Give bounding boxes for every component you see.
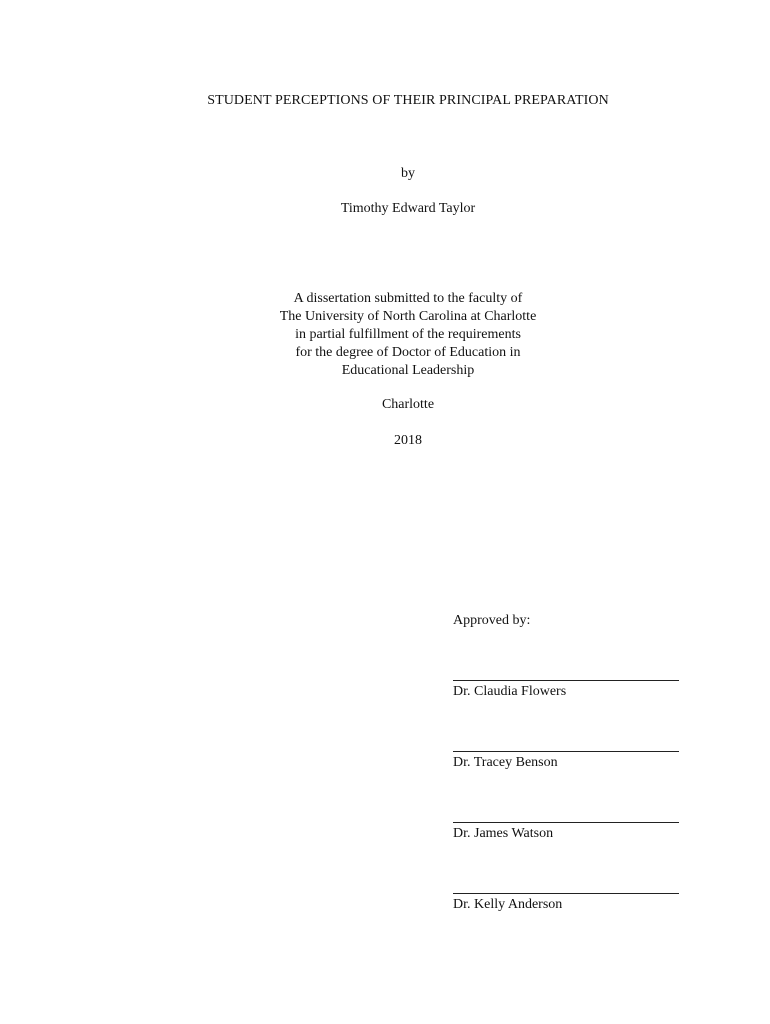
signatory-name: Dr. Claudia Flowers — [453, 684, 567, 699]
signatory-name: Dr. James Watson — [453, 826, 554, 841]
approved-by-label: Approved by: — [453, 613, 531, 628]
signature-block — [453, 680, 680, 701]
signature-line — [453, 680, 679, 681]
statement-line: The University of North Carolina at Charlotte — [279, 309, 537, 324]
approval-section — [453, 612, 680, 912]
submission-statement — [0, 290, 770, 380]
signature-block — [453, 751, 680, 772]
statement-line: in partial fulfillment of the requirements — [295, 327, 521, 342]
statement-line: A dissertation submitted to the faculty of — [293, 291, 523, 306]
author-name: Timothy Edward Taylor — [340, 201, 476, 216]
signature-line — [453, 751, 679, 752]
year: 2018 — [394, 433, 422, 448]
place: Charlotte — [381, 397, 435, 412]
signatory-name: Dr. Kelly Anderson — [453, 897, 563, 912]
by-line: by — [401, 166, 415, 181]
dissertation-title: STUDENT PERCEPTIONS OF THEIR PRINCIPAL PREPARATION — [207, 93, 609, 108]
statement-line: for the degree of Doctor of Education in — [295, 345, 521, 360]
statement-line: Educational Leadership — [341, 363, 475, 378]
signature-block — [453, 822, 680, 843]
signature-line — [453, 822, 679, 823]
signatory-name: Dr. Tracey Benson — [453, 755, 558, 770]
signature-line — [453, 893, 679, 894]
signature-block — [453, 893, 680, 914]
